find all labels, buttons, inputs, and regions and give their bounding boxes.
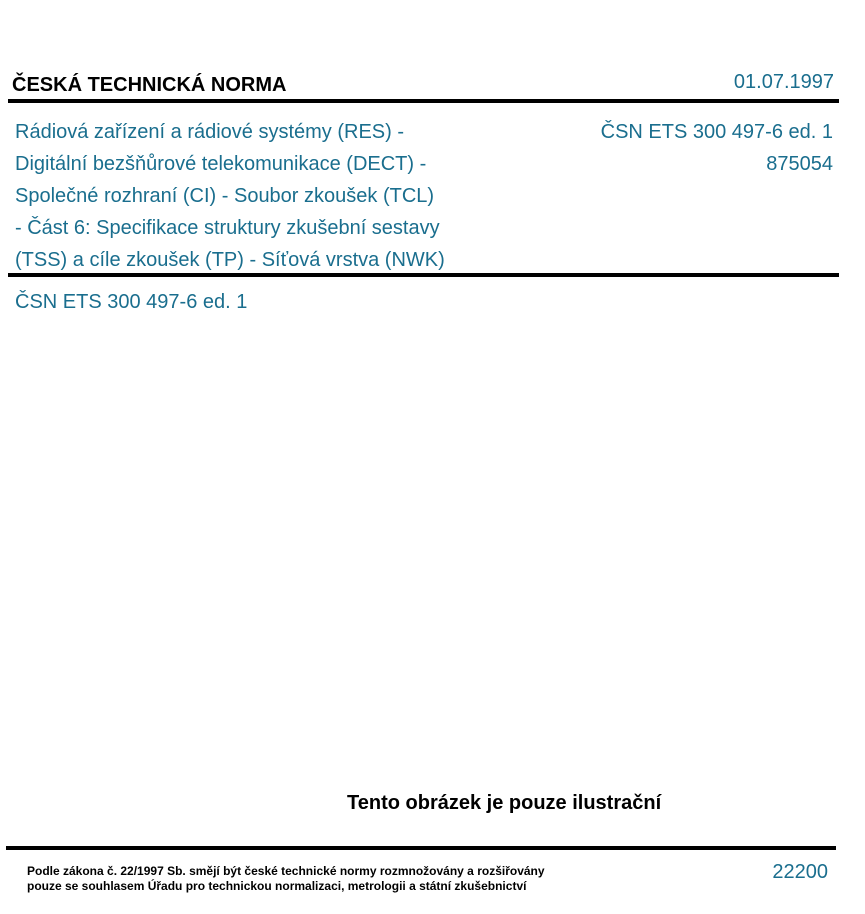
standard-code: ČSN ETS 300 497-6 ed. 1 (600, 121, 833, 143)
illustration-notice: Tento obrázek je pouze ilustrační (347, 792, 662, 814)
title-line: - Část 6: Specifikace struktury zkušební sestavy (15, 217, 440, 239)
legal-line: pouze se souhlasem Úřadu pro technickou normalizaci, metrologii a státní zkušebnictví (27, 879, 527, 893)
standard-title (15, 116, 445, 276)
standard-designation: ČSN ETS 300 497-6 ed. 1 (15, 291, 248, 313)
title-line: Digitální bezšňůrové telekomunikace (DECT) - (15, 153, 427, 175)
title-line: Společné rozhraní (CI) - Soubor zkoušek (TCL) (15, 185, 435, 207)
catalog-number: 875054 (766, 153, 833, 175)
standard-identifiers (601, 116, 833, 180)
title-divider (8, 273, 839, 277)
issue-date: 01.07.1997 (733, 71, 834, 93)
price-code: 22200 (772, 861, 828, 883)
title-line: (TSS) a cíle zkoušek (TP) - Síťová vrstva (NWK) (15, 249, 445, 271)
header-divider (8, 99, 839, 103)
document-type-heading: ČESKÁ TECHNICKÁ NORMA (12, 74, 287, 96)
footer-divider (6, 846, 836, 850)
legal-notice (27, 864, 545, 894)
legal-line: Podle zákona č. 22/1997 Sb. smějí být české technické normy rozmnožovány a rozšiřovány (27, 864, 545, 878)
title-line: Rádiová zařízení a rádiové systémy (RES) - (15, 121, 405, 143)
